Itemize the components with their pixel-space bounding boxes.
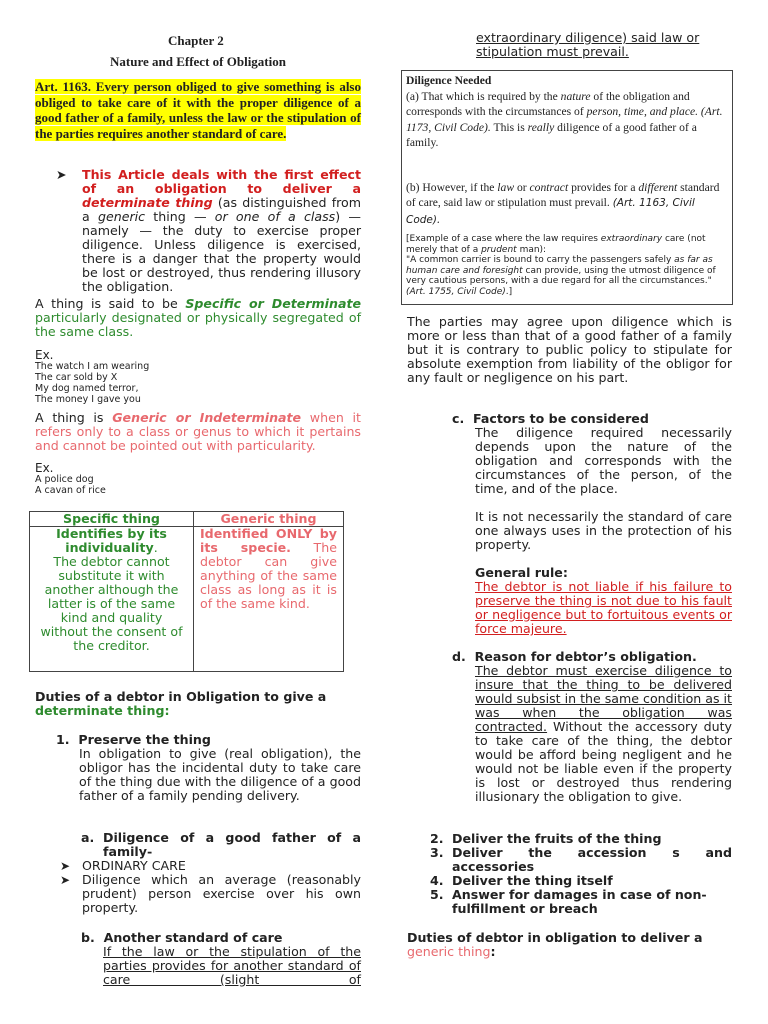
table-header-generic: Generic thing — [194, 512, 344, 527]
diligence-needed-box — [401, 70, 733, 305]
arrow-bullet-icon: ➤ — [60, 873, 71, 887]
ordinary-care-bullets: ➤ ORDINARY CARE ➤ Diligence which an average (reasonably prudent) person exercise over his own property. — [60, 858, 361, 915]
chapter-title: Nature and Effect of Obligation — [110, 54, 286, 69]
general-rule-text: The debtor is not liable if his failure to preserve the thing is not due to his fault or negligence but to fortuitous events or force majeure. — [475, 579, 732, 636]
box-title: Diligence Needed — [406, 74, 492, 87]
box-point-a: (a) That which is required by the nature of the obligation and corresponds with the circumstances of person, time, and place. (Art. 1173, Civil Code). This is really diligence of a good father of a family. — [406, 89, 723, 149]
sub-a-diligence: a. Diligence of a good father of a family- — [81, 830, 361, 859]
bullet-first-effect: ➤ This Article deals with the first effect of an obligation to deliver a determinate thing (as distinguished from a generic thing — or one of a class) — namely — the duty to exercise proper diligence. Unless diligence is exercised, there is a danger that the property would be lost or destroyed, thus rendering illusory the obligation. — [56, 167, 361, 294]
list-item: 5. Answer for damages in case of non-fulfillment or breach — [430, 887, 707, 916]
general-rule-label: General rule: — [475, 565, 568, 580]
duties-list — [430, 832, 732, 916]
example-item: My dog named terror, — [35, 383, 139, 394]
example-label-2: Ex. — [35, 461, 54, 475]
list-item: 3. Deliver the accession s and accessories — [430, 845, 732, 874]
box-point-b: (b) However, if the law or contract provides for a different standard of care, said law or stipulation must prevail. (Art. 1163, Civil Code). — [406, 180, 720, 226]
list-item: 2. Deliver the fruits of the thing — [430, 831, 662, 846]
arrow-bullet-icon: ➤ — [56, 167, 67, 182]
duty-title: Preserve the thing — [78, 732, 211, 747]
sub-b-another-standard: b. Another standard of care If the law or the stipulation of the parties provides for another standard of care (slight of — [81, 930, 361, 987]
comparison-table — [29, 511, 344, 672]
duties-heading-determinate: Duties of a debtor in Obligation to give a determinate thing: — [35, 689, 327, 718]
example-item: The car sold by X — [35, 372, 118, 383]
generic-definition: A thing is Generic or Indeterminate when it refers only to a class or genus to which it pertains and cannot be pointed out with particularity. — [35, 410, 361, 453]
example-item: The money I gave you — [35, 394, 141, 405]
duty-preserve: 1. Preserve the thing In obligation to give (real obligation), the obligor has the incidental duty to take care of the thing due with the diligence of a good father of a family pending delivery. — [56, 732, 361, 803]
example-item: A cavan of rice — [35, 485, 106, 496]
example-list-1 — [35, 361, 149, 405]
table-cell-specific: Identifies by its individuality. The debtor cannot substitute it with another although the latter is of the same kind and quality without the consent of the creditor. — [30, 527, 194, 672]
arrow-bullet-icon: ➤ — [60, 859, 71, 873]
example-item: The watch I am wearing — [35, 361, 150, 372]
section-c-factors: c. Factors to be considered The diligence required necessarily depends upon the nature of the obligation and corresponds with the circumstances of the person, of the time, and of the place. It is not necessarily the standard of care one always uses in the protection of his property. General rule: The debtor is not liable if his failure to preserve the thing is not due to his fault or negligence but to fortuitous events or force majeure. — [452, 411, 732, 636]
table-cell-generic: Identified ONLY by its specie. The debtor can give anything of the same class as long as it is of the same kind. — [194, 527, 344, 672]
example-list-2 — [35, 474, 106, 496]
table-header-specific: Specific thing — [30, 512, 194, 527]
article-1163: Art. 1163. Every person obliged to give something is also obliged to take care of it with the proper diligence of a good father of a family, unless the law or the stipulation of the parties requires another standard of care. — [35, 79, 361, 141]
example-item: A police dog — [35, 474, 94, 485]
specific-definition: A thing is said to be Specific or Determinate particularly designated or physically segregated of the same class. — [35, 296, 362, 339]
parties-diligence-text: The parties may agree upon diligence which is more or less than that of a good father of a family but it is contrary to public policy to stipulate for absolute exemption from liability of the obligor for any fault or negligence on his part. — [407, 314, 732, 385]
continued-text: extraordinary diligence) said law or stipulation must prevail. — [476, 30, 700, 59]
example-label-1: Ex. — [35, 348, 54, 362]
box-example: [Example of a case where the law requires extraordinary care (not merely that of a prudent man): "A common carrier is bound to carry the passengers safely as far as human care and foresight can provide, using the utmost diligence of very cautious persons, with a due regard for all the circumstances." (Art. 1755, Civil Code).] — [406, 234, 716, 297]
list-item: 4. Deliver the thing itself — [430, 873, 613, 888]
section-d-reason: d. Reason for debtor’s obligation. The debtor must exercise diligence to insure that the thing to be delivered would subsist in the same condition as it was when the obligation was contracted. Without the accessory duty to take care of the thing, the debtor would be afford being negligent and he would not be liable even if the property is lost or destroyed thus rendering illusionary the obligation to give. — [452, 649, 732, 804]
chapter-label: Chapter 2 — [168, 33, 224, 48]
duty-text: In obligation to give (real obligation), the obligor has the incidental duty to take care of the thing due with the diligence of a good father of a family pending delivery. — [79, 746, 361, 803]
duties-heading-generic: Duties of debtor in obligation to deliver a generic thing: — [407, 930, 703, 959]
